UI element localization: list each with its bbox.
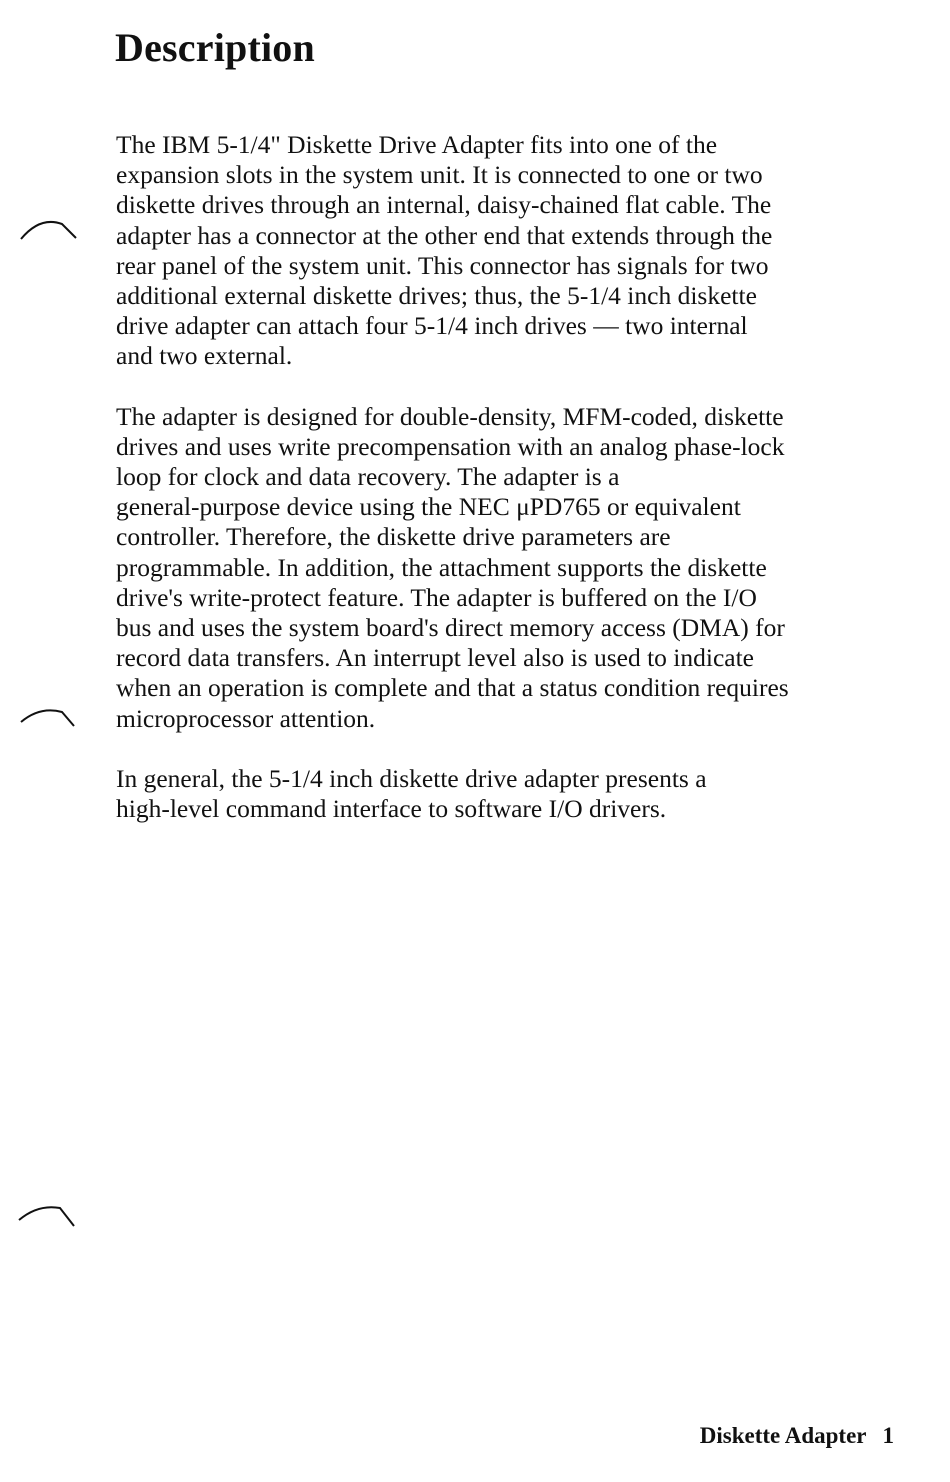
- binder-hole-mark-middle: [18, 700, 78, 730]
- page-number: 1: [882, 1423, 894, 1448]
- body-text: [116, 130, 916, 824]
- footer-section-title: Diskette Adapter: [699, 1423, 867, 1448]
- paragraph-design: The adapter is designed for double-density, MFM-coded, diskette drives and uses write precompensation with an analog phase-lock loop for clock and data recovery. The adapter is a general-purpose device using the NEC μPD765 or equivalent controller. Therefore, the diskette drive parameters are programmable. In addition, the attachment supports the diskette drive's write-protect feature. The adapter is buffered on the I/O bus and uses the system board's direct memory access (DMA) for record data transfers. An interrupt level also is used to indicate when an operation is complete and that a status condition requires microprocessor attention.: [116, 401, 789, 733]
- binder-hole-mark-top: [18, 214, 78, 244]
- paragraph-interface: In general, the 5-1/4 inch diskette drive adapter presents a high-level command interface to software I/O drivers.: [116, 763, 707, 824]
- page-footer: [700, 1422, 894, 1450]
- page-title: Description: [115, 25, 315, 70]
- paragraph-overview: The IBM 5-1/4" Diskette Drive Adapter fits into one of the expansion slots in the system unit. It is connected to one or two diskette drives through an internal, daisy-chained flat cable. The adapter has a connector at the other end that extends through the rear panel of the system unit. This connector has signals for two additional external diskette drives; thus, the 5-1/4 inch diskette drive adapter can attach four 5-1/4 inch drives — two internal and two external.: [116, 130, 773, 371]
- binder-hole-mark-bottom: [16, 1200, 76, 1230]
